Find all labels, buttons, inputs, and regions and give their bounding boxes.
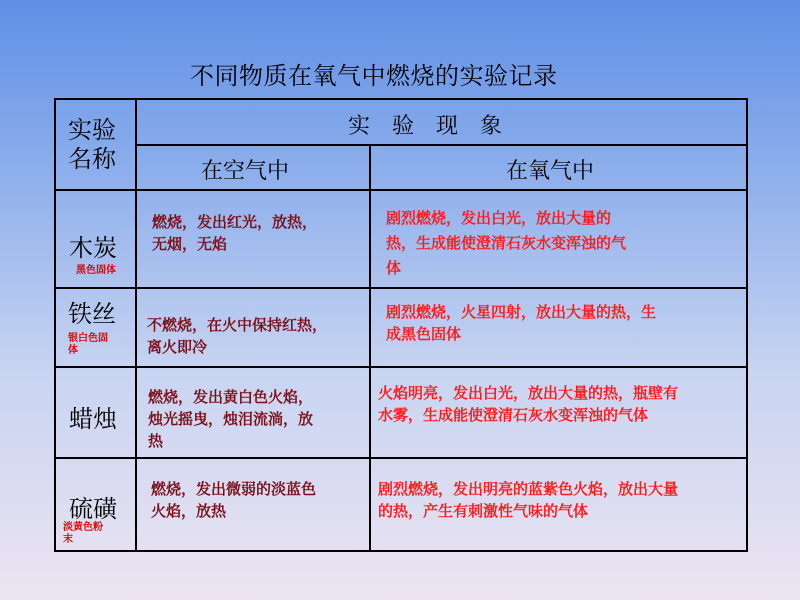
- row-note: 黑色固体: [76, 265, 116, 276]
- air-observation: 燃烧，发出黄白色火焰， 烛光摇曳，烛泪流淌，放 热: [148, 388, 314, 450]
- table-divider-horizontal-5: [56, 457, 746, 459]
- oxygen-observation: 剧烈燃烧，发出白光，放出大量的 热，生成能使澄清石灰水变浑浊的气 体: [386, 209, 627, 277]
- header-in-air: 在空气中: [201, 159, 290, 184]
- table-divider-vertical-name: [135, 100, 137, 550]
- row-note: 银白色固 体: [68, 333, 108, 356]
- row-name: 木炭: [69, 234, 117, 262]
- page-title: 不同物质在氧气中燃烧的实验记录: [190, 62, 558, 90]
- table-divider-horizontal-2: [56, 189, 746, 191]
- air-observation: 燃烧，发出红光，放热， 无烟，无焰: [152, 213, 318, 253]
- table-divider-vertical-air: [369, 144, 371, 550]
- air-observation: 燃烧，发出微弱的淡蓝色 火焰，放热: [151, 480, 317, 520]
- header-experiment-name: 实验 名称: [68, 116, 116, 173]
- header-phenomenon: 实 验 现 象: [348, 114, 503, 139]
- row-name: 铁丝: [68, 300, 116, 328]
- oxygen-observation: 火焰明亮，发出白光，放出大量的热，瓶壁有 水雾，生成能使澄清石灰水变浑浊的气体: [378, 384, 679, 424]
- oxygen-observation: 剧烈燃烧，火星四射，放出大量的热，生 成黑色固体: [386, 303, 657, 343]
- table-divider-horizontal-1: [135, 144, 746, 146]
- oxygen-observation: 剧烈燃烧，发出明亮的蓝紫色火焰，放出大量 的热，产生有刺激性气味的气体: [378, 480, 679, 520]
- row-note: 淡黄色粉 末: [63, 522, 103, 545]
- experiment-table: [54, 98, 748, 552]
- air-observation: 不燃烧，在火中保持红热， 离火即冷: [147, 316, 328, 356]
- header-in-oxygen: 在氧气中: [506, 159, 595, 184]
- row-name: 硫磺: [69, 495, 117, 523]
- row-name: 蜡烛: [69, 405, 117, 433]
- table-divider-horizontal-4: [56, 366, 746, 368]
- table-divider-horizontal-3: [56, 287, 746, 289]
